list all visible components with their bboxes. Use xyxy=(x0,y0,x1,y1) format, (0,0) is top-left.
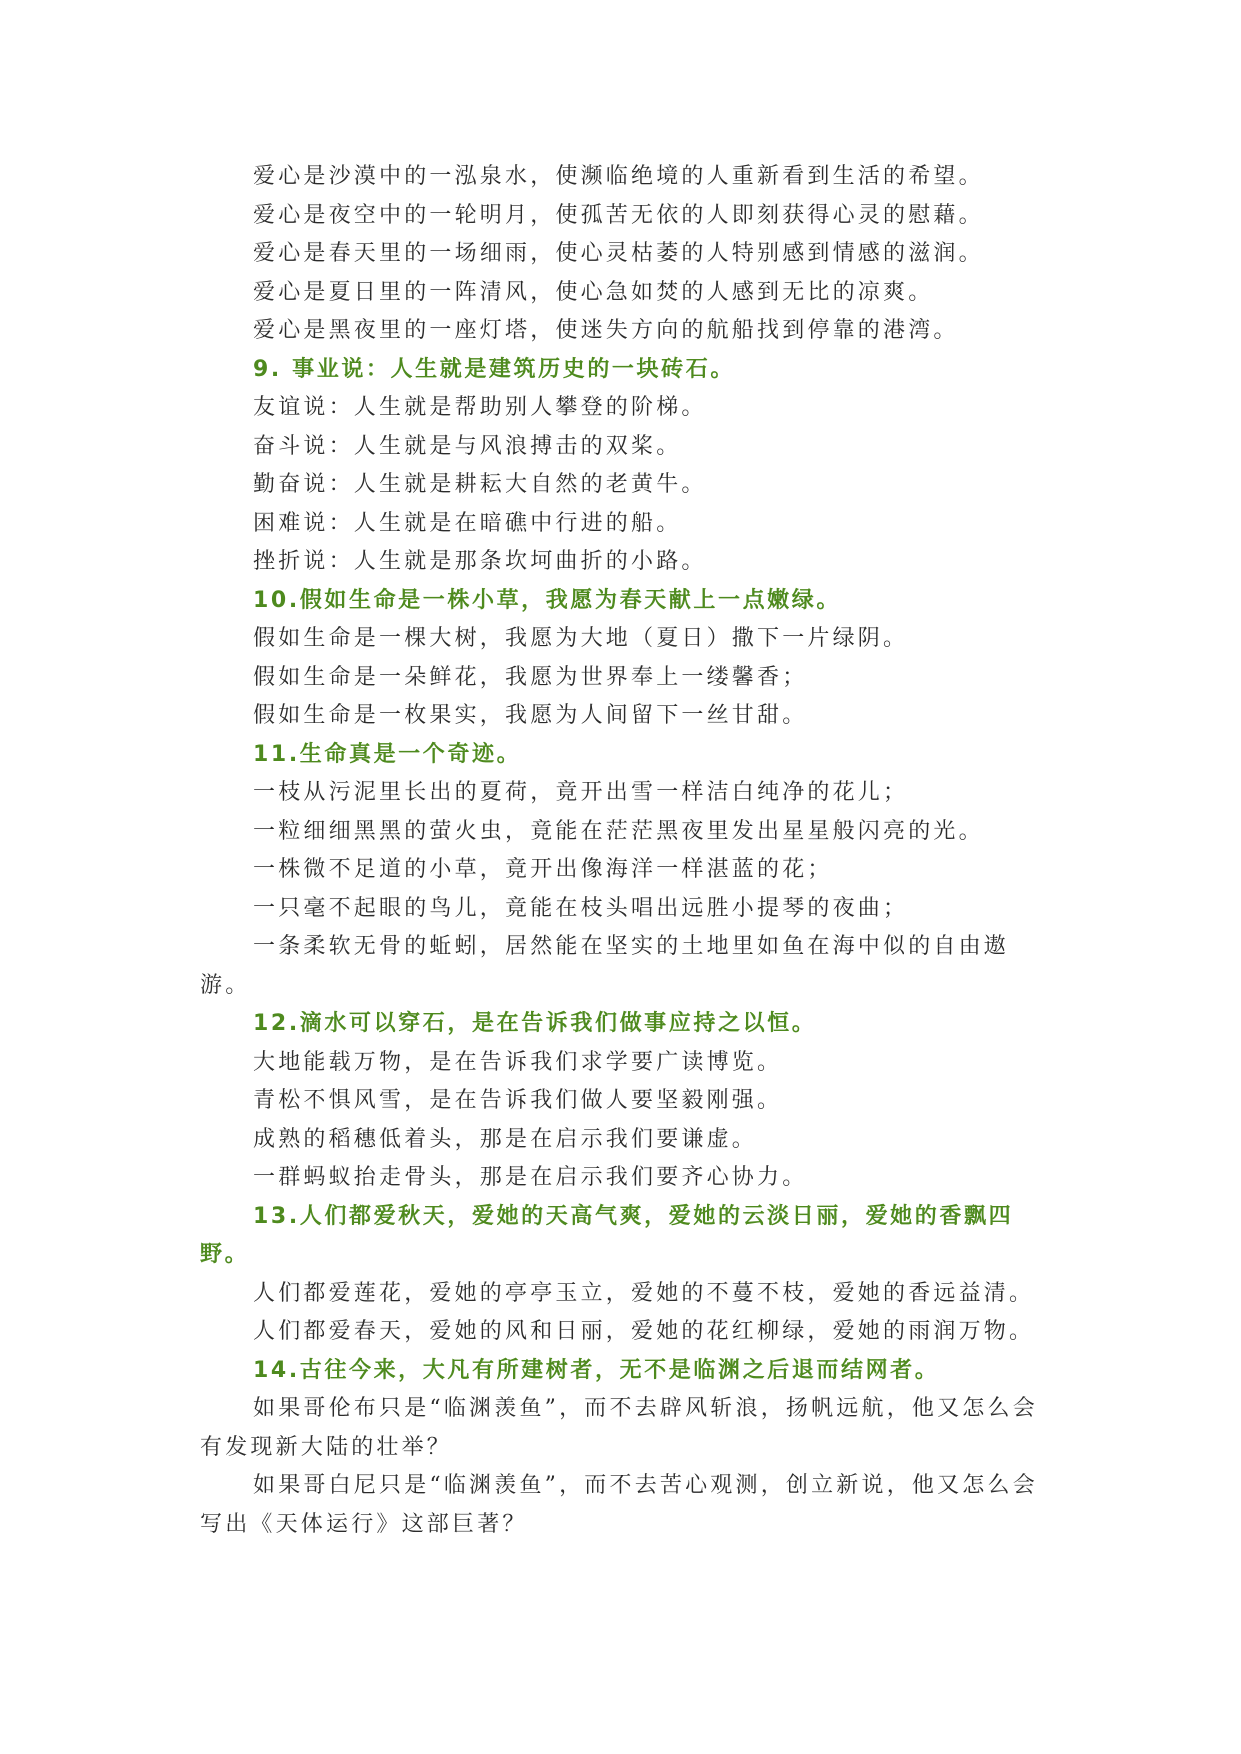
section-heading: 14.古往今来，大凡有所建树者，无不是临渊之后退而结网者。 xyxy=(253,1357,940,1383)
paragraph: 一条柔软无骨的蚯蚓，居然能在坚实的土地里如鱼在海中似的自由遨游。 xyxy=(200,934,1010,998)
document-body xyxy=(200,158,1046,1544)
paragraph: 爱心是黑夜里的一座灯塔，使迷失方向的航船找到停靠的港湾。 xyxy=(253,318,959,343)
paragraph: 成熟的稻穗低着头，那是在启示我们要谦虚。 xyxy=(253,1126,758,1152)
paragraph: 青松不惧风雪，是在告诉我们做人要坚毅刚强。 xyxy=(253,1088,783,1113)
section-heading: 13.人们都爱秋天，爱她的天高气爽，爱她的云淡日丽，爱她的香飘四野。 xyxy=(200,1203,1014,1267)
paragraph: 假如生命是一棵大树，我愿为大地（夏日）撒下一片绿阴。 xyxy=(253,626,909,651)
paragraph: 爱心是春天里的一场细雨，使心灵枯萎的人特别感到情感的滋润。 xyxy=(253,241,984,266)
section-heading: 10.假如生命是一株小草，我愿为春天献上一点嫩绿。 xyxy=(253,587,841,613)
paragraph: 一只毫不起眼的鸟儿，竟能在枝头唱出远胜小提琴的夜曲； xyxy=(253,895,909,921)
paragraph: 挫折说：人生就是那条坎坷曲折的小路。 xyxy=(253,549,707,574)
paragraph: 假如生命是一枚果实，我愿为人间留下一丝甘甜。 xyxy=(253,703,808,728)
section-heading: 11.生命真是一个奇迹。 xyxy=(253,741,522,767)
paragraph: 一枝从污泥里长出的夏荷，竟开出雪一样洁白纯净的花儿； xyxy=(253,780,909,805)
section-heading: 9. 事业说：人生就是建筑历史的一块砖石。 xyxy=(253,356,735,382)
paragraph: 一株微不足道的小草，竟开出像海洋一样湛蓝的花； xyxy=(253,857,833,882)
paragraph: 爱心是夏日里的一阵清风，使心急如焚的人感到无比的凉爽。 xyxy=(253,279,934,305)
paragraph: 一群蚂蚁抬走骨头，那是在启示我们要齐心协力。 xyxy=(253,1165,808,1190)
paragraph: 一粒细细黑黑的萤火虫，竟能在茫茫黑夜里发出星星般闪亮的光。 xyxy=(253,818,984,844)
paragraph: 如果哥白尼只是“临渊羡鱼”，而不去苦心观测，创立新说，他又怎么会写出《天体运行》这部巨著？ xyxy=(200,1473,1038,1537)
paragraph: 人们都爱莲花，爱她的亭亭玉立，爱她的不蔓不枝，爱她的香远益清。 xyxy=(253,1280,1035,1306)
paragraph: 爱心是夜空中的一轮明月，使孤苦无依的人即刻获得心灵的慰藉。 xyxy=(253,202,984,228)
paragraph: 困难说：人生就是在暗礁中行进的船。 xyxy=(253,510,682,536)
paragraph: 如果哥伦布只是“临渊羡鱼”，而不去辟风斩浪，扬帆远航，他又怎么会有发现新大陆的壮举？ xyxy=(200,1396,1038,1460)
section-heading: 12.滴水可以穿石，是在告诉我们做事应持之以恒。 xyxy=(253,1011,817,1036)
paragraph: 大地能载万物，是在告诉我们求学要广读博览。 xyxy=(253,1049,783,1075)
paragraph: 人们都爱春天，爱她的风和日丽，爱她的花红柳绿，爱她的雨润万物。 xyxy=(253,1319,1035,1344)
paragraph: 友谊说：人生就是帮助别人攀登的阶梯。 xyxy=(253,395,707,420)
paragraph: 勤奋说：人生就是耕耘大自然的老黄牛。 xyxy=(253,472,707,497)
paragraph: 奋斗说：人生就是与风浪搏击的双桨。 xyxy=(253,433,682,459)
paragraph: 爱心是沙漠中的一泓泉水，使濒临绝境的人重新看到生活的希望。 xyxy=(253,164,984,189)
paragraph: 假如生命是一朵鲜花，我愿为世界奉上一缕馨香； xyxy=(253,664,808,690)
